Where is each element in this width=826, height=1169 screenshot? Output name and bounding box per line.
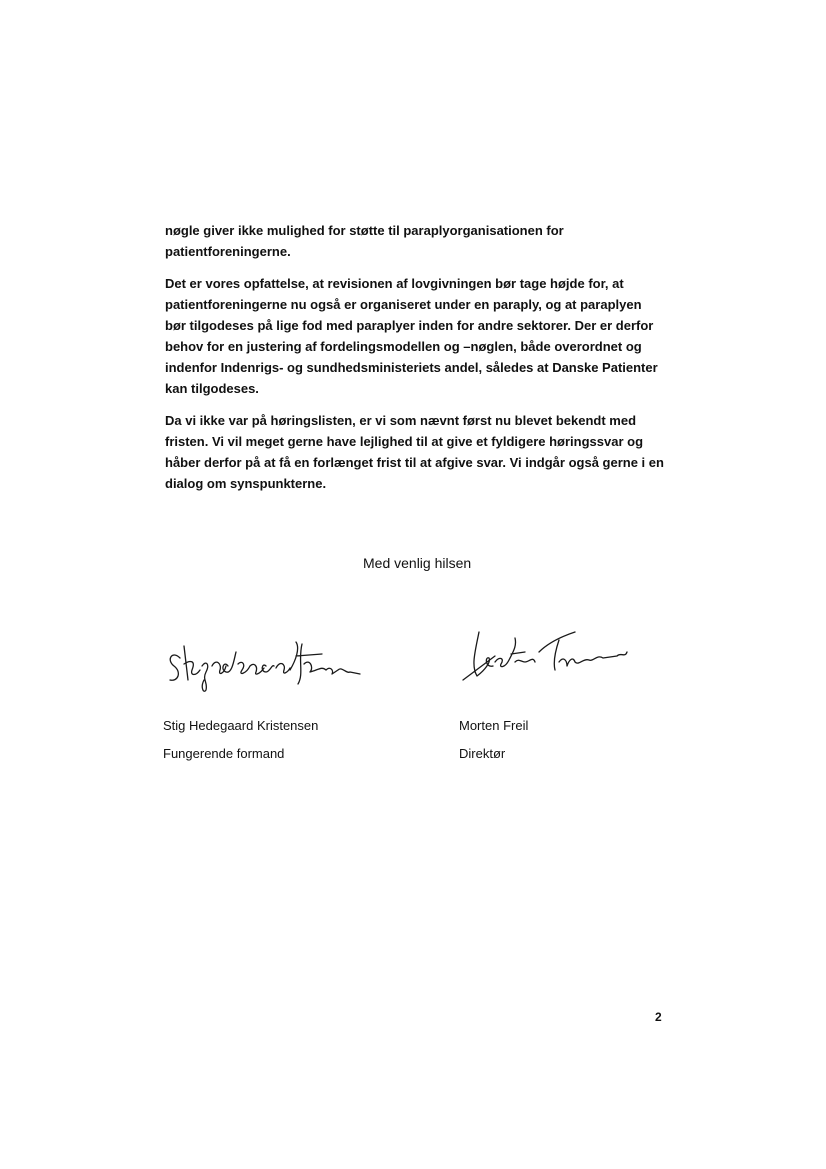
page-number: 2 — [655, 1010, 662, 1024]
signatory-title: Fungerende formand — [163, 746, 285, 761]
signatory-title: Direktør — [459, 746, 506, 761]
letter-body — [165, 220, 665, 505]
paragraph: Da vi ikke var på høringslisten, er vi som nævnt først nu blevet bekendt med fristen. Vi vil meget gerne have lejlighed til at give et fyldigere høringssvar og håber derfor på at få en forlænget frist til at afgive svar. Vi indgår også gerne i en dialog om synspunkterne. — [165, 413, 664, 491]
paragraph: nøgle giver ikke mulighed for støtte til paraplyorganisationen for patientforeningerne. — [165, 223, 564, 259]
closing-salutation: Med venlig hilsen — [363, 555, 472, 571]
signature-morten-freil — [455, 622, 635, 692]
signatory-name: Stig Hedegaard Kristensen — [163, 718, 319, 733]
signature-stig-hedegaard-kristensen — [162, 630, 362, 700]
signatory-right — [459, 712, 528, 768]
signatory-left — [163, 712, 318, 768]
paragraph: Det er vores opfattelse, at revisionen af lovgivningen bør tage højde for, at patientforeningerne nu også er organiseret under en paraply, og at paraplyen bør tilgodeses på lige fod med paraplyer inden for andre sektorer. Der er derfor behov for en justering af fordelingsmodellen og –nøglen, både overordnet og indenfor Indenrigs- og sundhedsministeriets andel, således at Danske Patienter kan tilgodeses. — [165, 276, 658, 396]
signatory-name: Morten Freil — [459, 718, 529, 733]
